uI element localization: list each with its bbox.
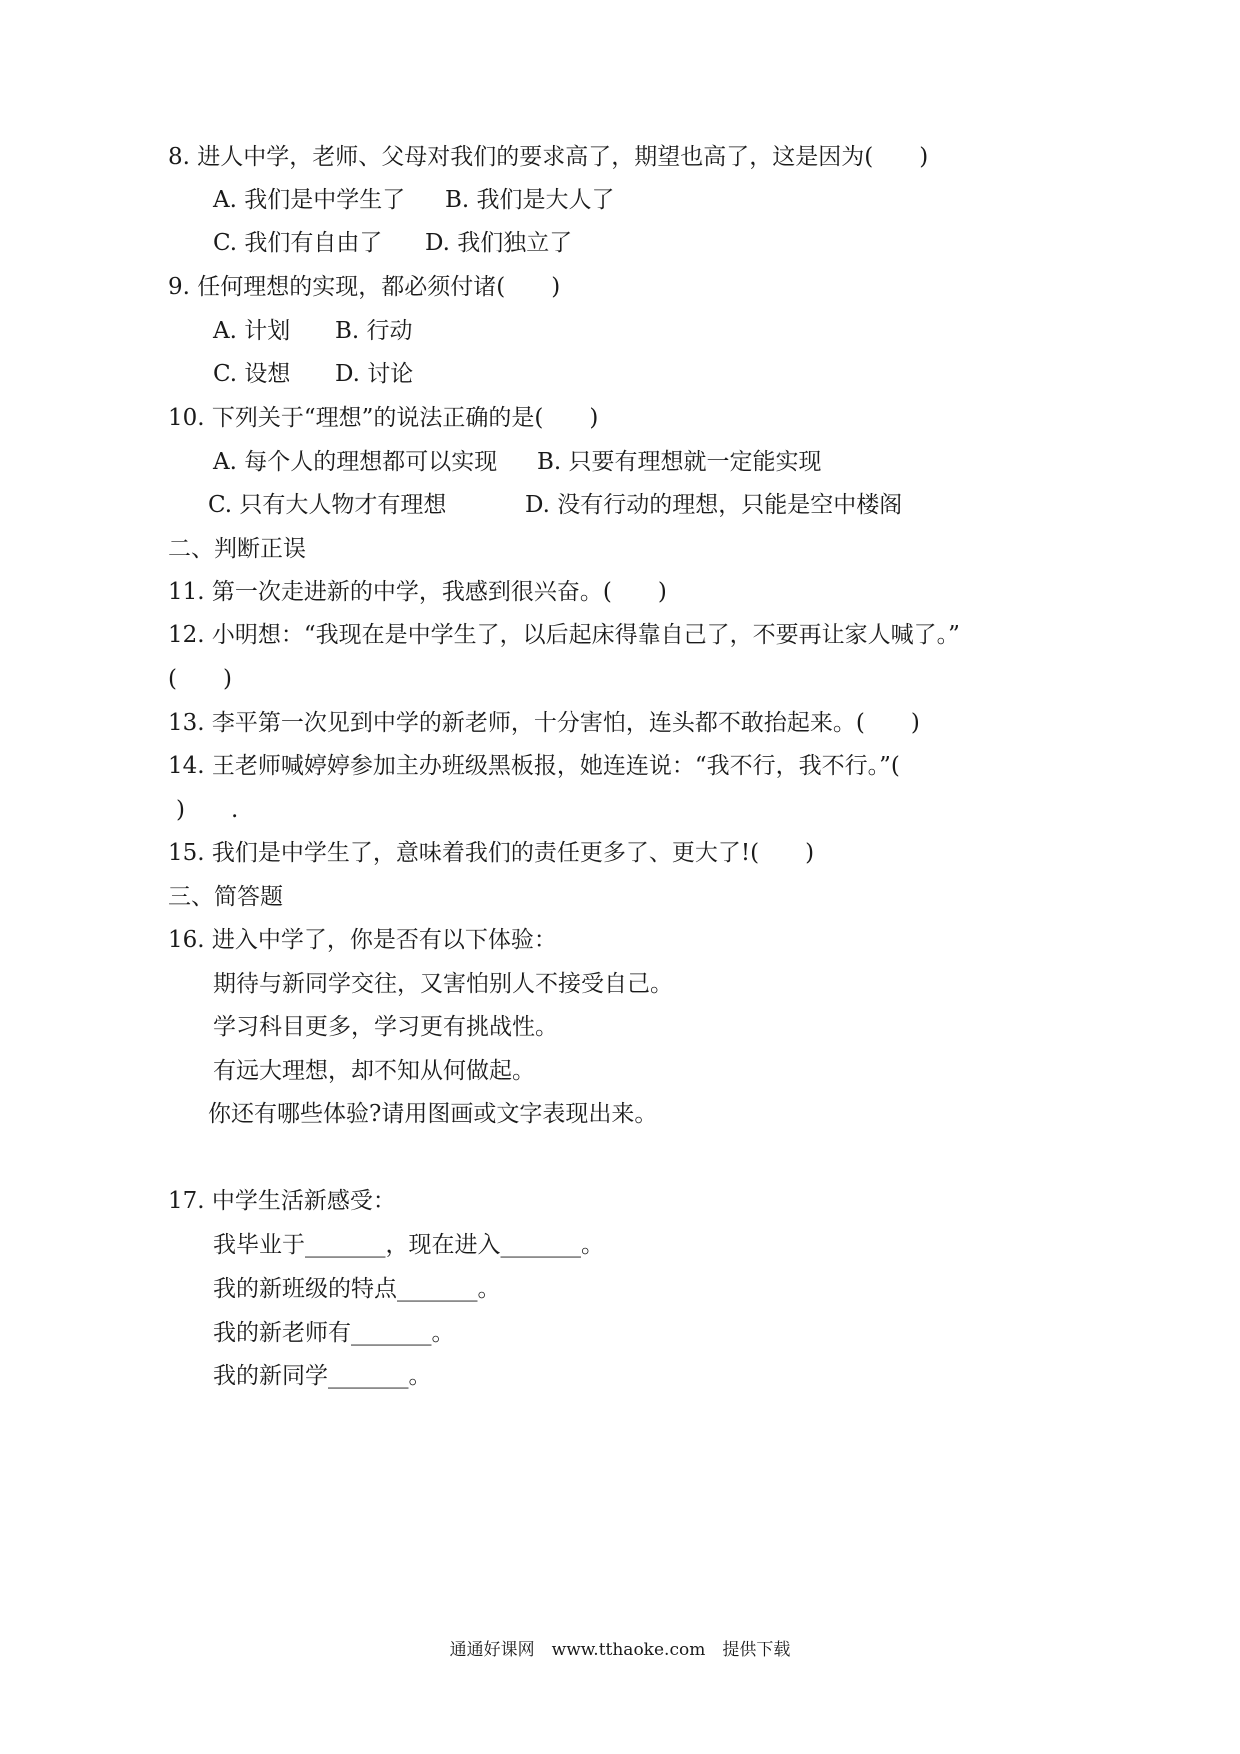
q9-option-b: B. 行动 (335, 318, 413, 344)
question-15: 15. 我们是中学生了，意味着我们的责任更多了、更大了!( ) (168, 840, 815, 866)
question-13: 13. 李平第一次见到中学的新老师，十分害怕，连头都不敢抬起来。( ) (168, 710, 920, 736)
q14-line1: 14. 王老师喊婷婷参加主办班级黑板报，她连连说：“我不行，我不行。”( (168, 753, 900, 779)
q10-option-c: C. 只有大人物才有理想 (208, 492, 447, 518)
q9-stem: 9. 任何理想的实现，都必须付诸( ) (168, 274, 561, 300)
q8-option-b: B. 我们是大人了 (445, 187, 615, 213)
q8-option-c: C. 我们有自由了 (213, 230, 383, 256)
q17-stem: 17. 中学生活新感受： (168, 1188, 396, 1214)
section-heading-true-false: 二、判断正误 (168, 536, 306, 562)
q17-blank-line: 我的新班级的特点_______。 (213, 1276, 501, 1302)
q16-stem: 16. 进入中学了，你是否有以下体验： (168, 927, 557, 953)
q9-option-c: C. 设想 (213, 361, 291, 387)
question-11: 11. 第一次走进新的中学，我感到很兴奋。( ) (168, 579, 667, 605)
q9-option-a: A. 计划 (213, 318, 291, 344)
q8-option-d: D. 我们独立了 (425, 230, 573, 256)
q8-option-a: A. 我们是中学生了 (213, 187, 406, 213)
q14-line2: ) . (176, 797, 239, 823)
q8-stem: 8. 进人中学，老师、父母对我们的要求高了，期望也高了，这是因为( ) (168, 144, 929, 170)
q9-option-d: D. 讨论 (335, 361, 414, 387)
q12-line1: 12. 小明想：“我现在是中学生了，以后起床得靠自己了，不要再让家人喊了。” (168, 622, 960, 648)
q17-blank-line: 我的新老师有_______。 (213, 1320, 455, 1346)
q12-line2: ( ) (168, 666, 232, 692)
section-heading-short-answer: 三、简答题 (168, 884, 283, 910)
q16-item: 学习科目更多，学习更有挑战性。 (213, 1014, 558, 1040)
page-footer: 通通好课网 www.tthaoke.com 提供下载 (449, 1640, 791, 1660)
q16-item: 有远大理想，却不知从何做起。 (213, 1058, 535, 1084)
q10-option-a: A. 每个人的理想都可以实现 (213, 449, 498, 475)
q16-item: 你还有哪些体验?请用图画或文字表现出来。 (208, 1101, 658, 1127)
q17-blank-line: 我的新同学_______。 (213, 1363, 432, 1389)
q10-option-b: B. 只要有理想就一定能实现 (537, 449, 822, 475)
q10-stem: 10. 下列关于“理想”的说法正确的是( ) (168, 405, 599, 431)
q10-option-d: D. 没有行动的理想，只能是空中楼阁 (525, 492, 903, 518)
q16-item: 期待与新同学交往，又害怕别人不接受自己。 (213, 971, 673, 997)
q17-blank-line: 我毕业于_______，现在进入_______。 (213, 1232, 604, 1258)
